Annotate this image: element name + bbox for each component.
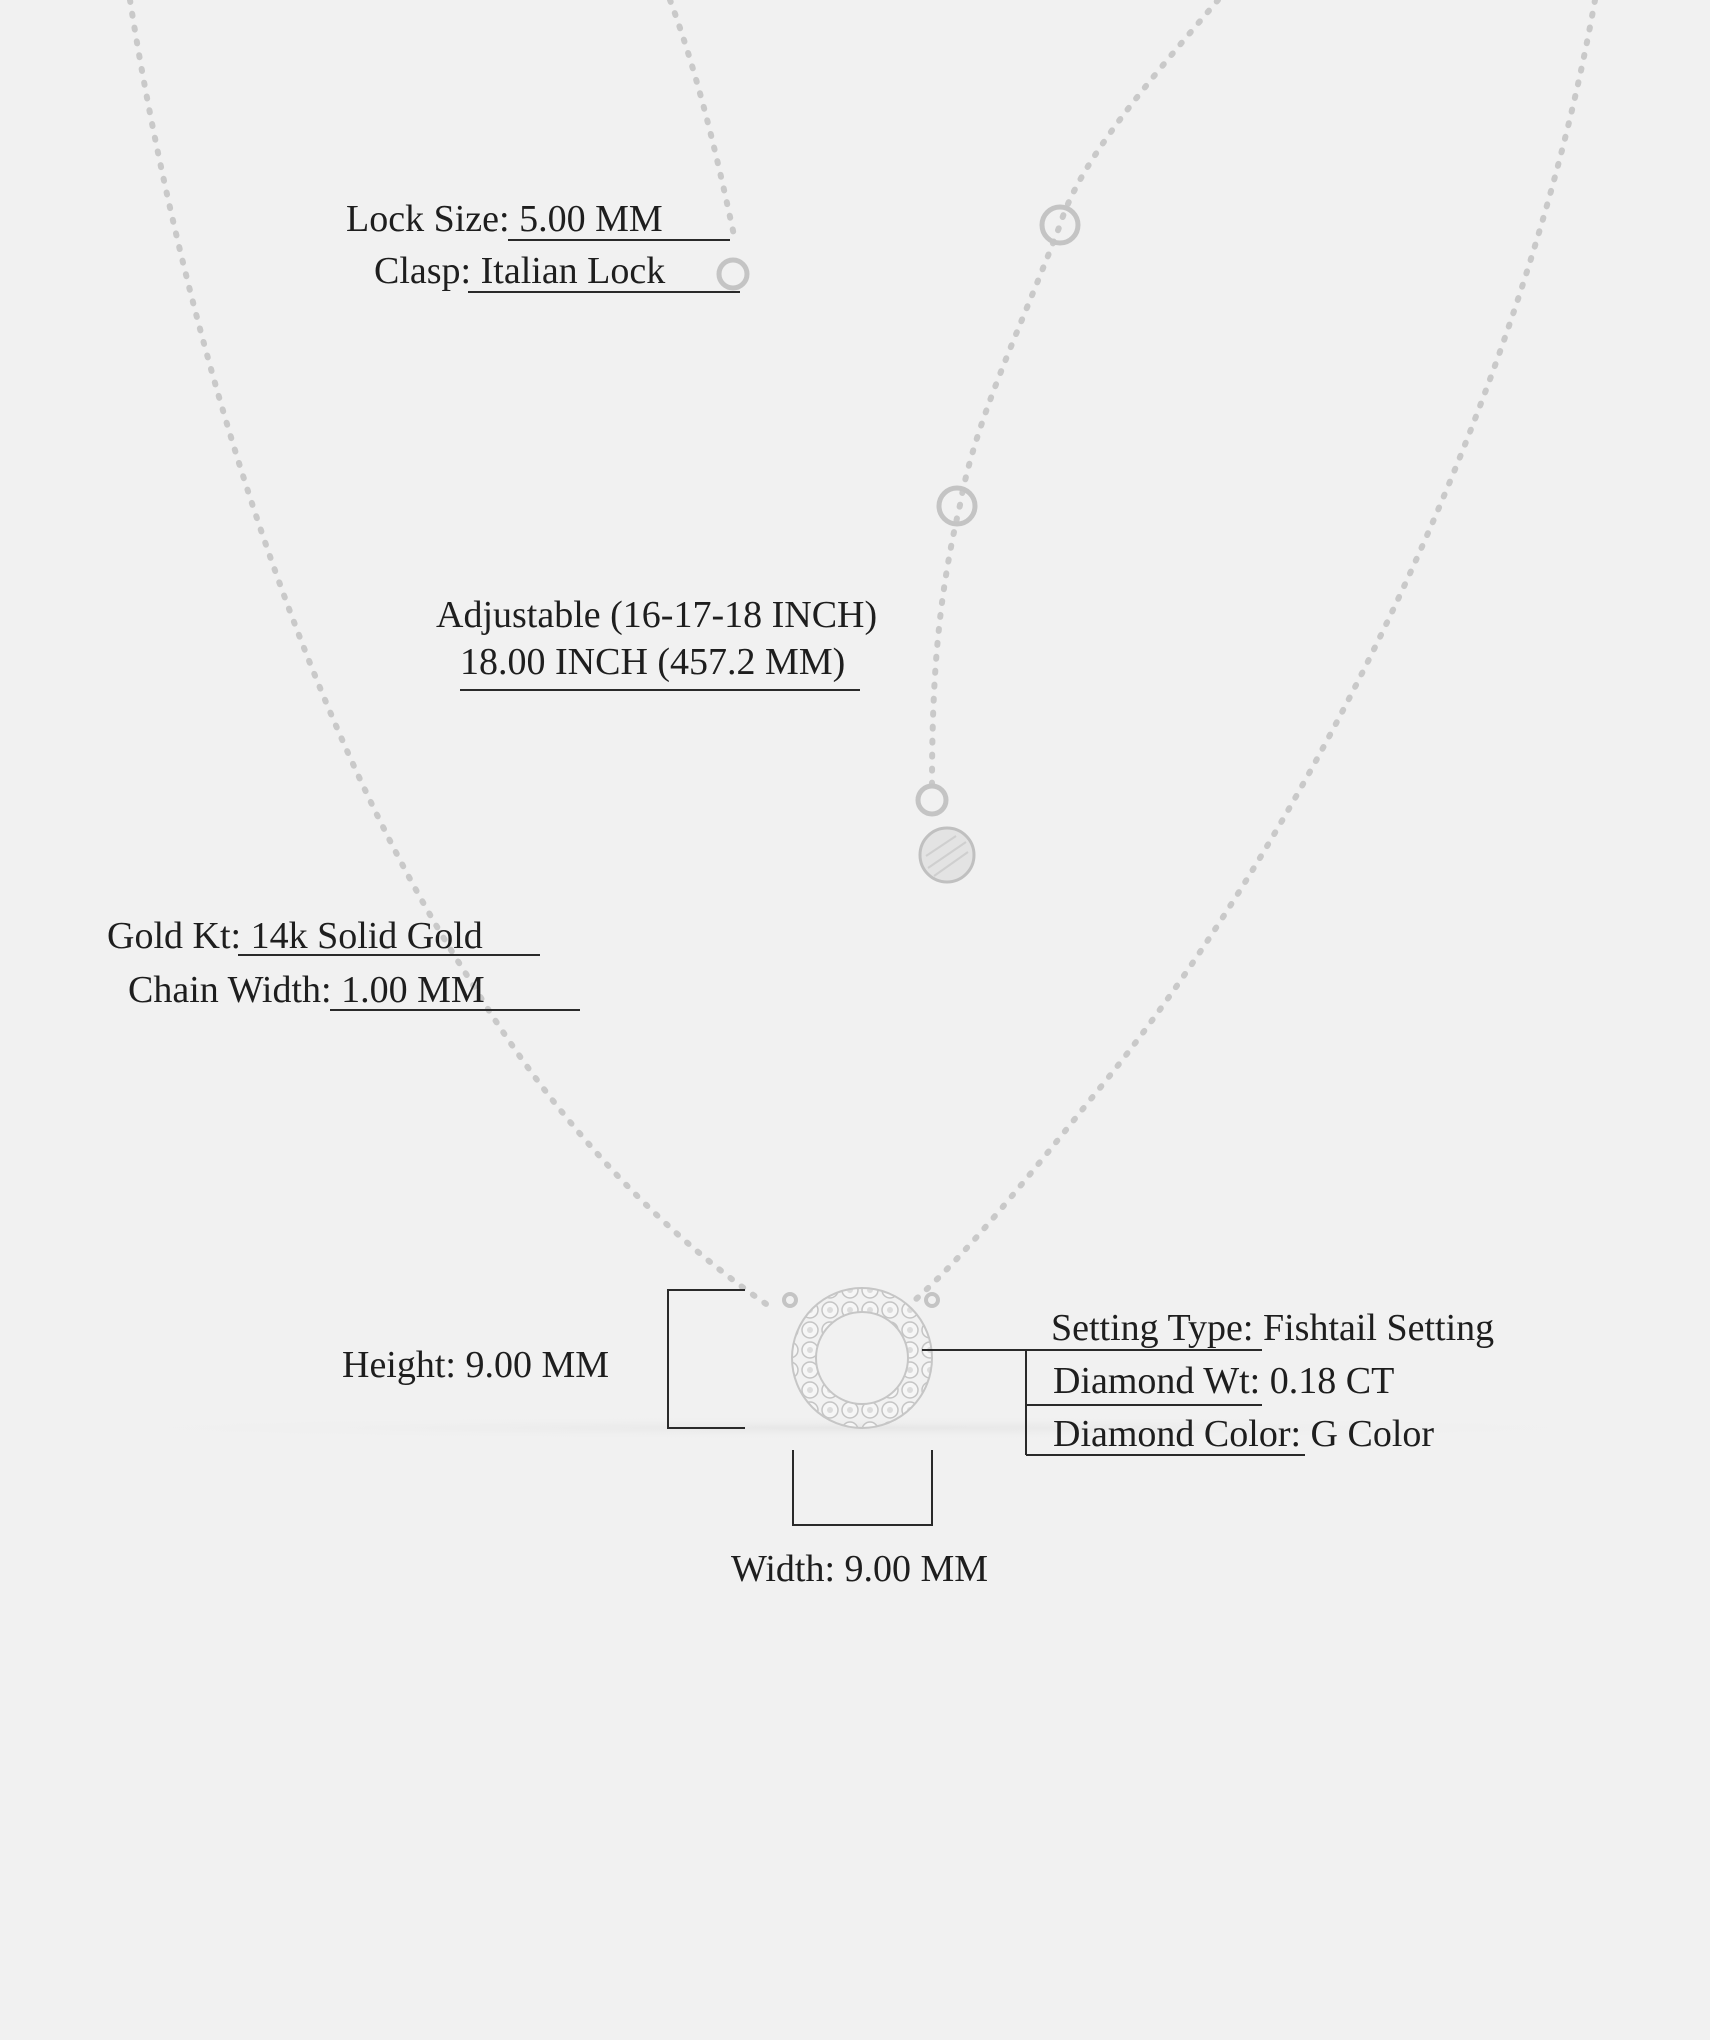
length-label: 18.00 INCH (457.2 MM) [460, 641, 846, 683]
pendant-bail-left [784, 1294, 796, 1306]
chain-lock [670, 0, 735, 240]
clasp-key: Clasp: [374, 250, 472, 292]
lock-size-label [346, 200, 663, 238]
chain-right [915, 0, 1595, 1300]
height-label: Height: 9.00 MM [342, 1344, 610, 1386]
diamond-wt-value: 0.18 CT [1269, 1360, 1395, 1402]
height-bracket [668, 1290, 745, 1428]
diamond-wt-key: Diamond Wt: [1053, 1360, 1261, 1402]
diamond-color-key: Diamond Color: [1053, 1413, 1302, 1455]
diamond-wt-label [1053, 1362, 1394, 1400]
clasp-label [374, 252, 665, 290]
gold-kt-value: 14k Solid Gold [250, 915, 483, 957]
lock-ring [719, 260, 747, 288]
clasp-value: Italian Lock [480, 250, 666, 292]
lock-size-key: Lock Size: [346, 198, 510, 240]
pendant [792, 1288, 932, 1428]
width-bracket [793, 1450, 932, 1525]
extension-ring-3 [918, 786, 946, 814]
pendant-bail-right [926, 1294, 938, 1306]
gold-kt-key: Gold Kt: [107, 915, 242, 957]
diamond-color-value: G Color [1310, 1413, 1435, 1455]
setting-type-value: Fishtail Setting [1262, 1307, 1495, 1349]
lock-size-value: 5.00 MM [519, 198, 663, 240]
chain-width-value: 1.00 MM [341, 969, 485, 1011]
adjustable-label: Adjustable (16-17-18 INCH) [436, 594, 878, 636]
diamond-color-label [1053, 1415, 1434, 1453]
chain-extension [932, 0, 1218, 790]
setting-type-label [1051, 1309, 1494, 1347]
extension-ring-1 [1042, 207, 1078, 243]
chain-width-key: Chain Width: [128, 969, 332, 1011]
width-label: Width: 9.00 MM [731, 1548, 989, 1590]
chain-width-label [128, 971, 485, 1009]
setting-type-key: Setting Type: [1051, 1307, 1254, 1349]
gold-kt-label [107, 917, 483, 955]
